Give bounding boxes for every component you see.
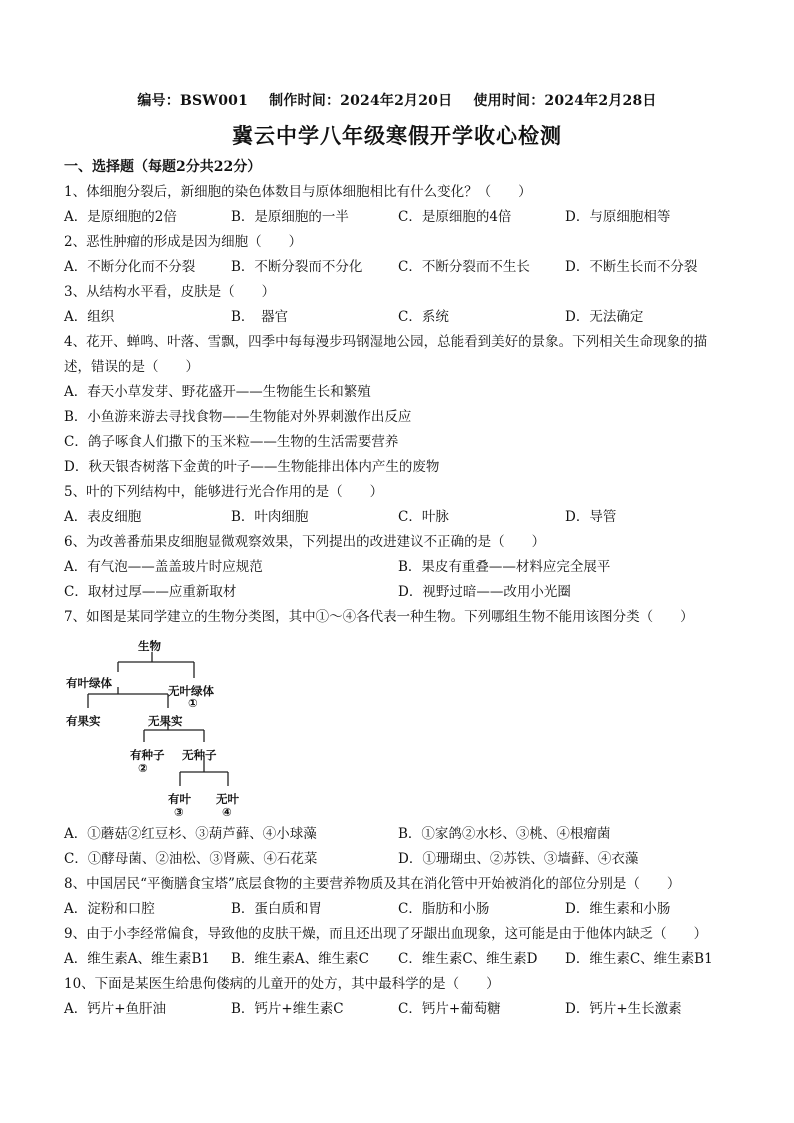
node-root: 生物 (138, 639, 161, 653)
option-a: A．钙片+鱼肝油 (64, 1001, 167, 1017)
option-b: B． 器官 (231, 309, 289, 325)
option-a: A．是原细胞的2倍 (64, 209, 177, 225)
option-a: A．维生素A、维生素B1 (64, 951, 211, 967)
option-row (64, 205, 734, 230)
question-stem: 5、叶的下列结构中，能够进行光合作用的是（ ） (64, 484, 384, 500)
option-row (64, 997, 734, 1022)
option-d: D．维生素和小肠 (565, 901, 671, 917)
node-has-fruit: 有果实 (66, 714, 101, 728)
option-row (64, 847, 734, 872)
option-row (64, 897, 734, 922)
option-row (64, 580, 734, 605)
option-d: D．钙片+生长激素 (565, 1001, 682, 1017)
option-b: B．蛋白质和胃 (231, 901, 322, 917)
node-number-4: ④ (222, 805, 232, 819)
option-d: D．无法确定 (565, 309, 644, 325)
option-c: C．叶脉 (398, 509, 449, 525)
node-has-seed: 有种子 (130, 748, 165, 762)
option-d: D．维生素C、维生素B1 (565, 951, 713, 967)
use-date: 使用时间：2024年2月28日 (473, 93, 657, 109)
option-row (64, 255, 734, 280)
question-stem: 7、如图是某同学建立的生物分类图，其中①～④各代表一种生物。下列哪组生物不能用该图分类（ ） (64, 609, 694, 625)
option-d: D．与原细胞相等 (565, 209, 671, 225)
option-c: C．钙片+葡萄糖 (398, 1001, 501, 1017)
option-row (64, 947, 734, 972)
question-stem: 2、恶性肿瘤的形成是因为细胞（ ） (64, 234, 303, 250)
option-a: A．组织 (64, 309, 115, 325)
node-has-chloroplast: 有叶绿体 (66, 676, 112, 690)
node-no-fruit: 无果实 (148, 714, 183, 728)
option-row (64, 555, 734, 580)
option-c: C．①酵母菌、②油松、③肾蕨、④石花菜 (64, 851, 318, 867)
option-d: D．不断生长而不分裂 (565, 259, 698, 275)
node-no-leaf: 无叶 (216, 792, 239, 806)
option-a: A．春天小草发芽、野花盛开——生物能生长和繁殖 (64, 384, 371, 400)
node-no-chloroplast: 无叶绿体 (168, 684, 214, 698)
option-b: B．维生素A、维生素C (231, 951, 369, 967)
option-d: D．视野过暗——改用小光圈 (398, 584, 571, 600)
option-row (64, 305, 734, 330)
option-d: D．①珊瑚虫、②苏铁、③墙藓、④衣藻 (398, 851, 639, 867)
option-d: D．导管 (565, 509, 617, 525)
option-b: B．小鱼游来游去寻找食物——生物能对外界刺激作出反应 (64, 409, 412, 425)
option-row (64, 822, 734, 847)
node-has-leaf: 有叶 (168, 792, 191, 806)
option-d: D．秋天银杏树落下金黄的叶子——生物能排出体内产生的废物 (64, 459, 440, 475)
option-a: A．表皮细胞 (64, 509, 142, 525)
option-a: A．淀粉和口腔 (64, 901, 155, 917)
document-meta (0, 90, 794, 110)
doc-code: 编号：BSW001 (137, 93, 249, 109)
question-stem: 3、从结构水平看，皮肤是（ ） (64, 284, 276, 300)
option-b: B．①家鸽②水杉、③桃、④根瘤菌 (398, 826, 611, 842)
option-c: C．鸽子啄食人们撒下的玉米粒——生物的生活需要营养 (64, 434, 399, 450)
page-title: 冀云中学八年级寒假开学收心检测 (232, 123, 562, 148)
question-stem: 1、体细胞分裂后，新细胞的染色体数目与原体细胞相比有什么变化？（ ） (64, 184, 532, 200)
question-stem: 9、由于小李经常偏食，导致他的皮肤干燥，而且还出现了牙龈出血现象，这可能是由于他体内缺乏（ ） (64, 926, 708, 942)
section-heading: 一、选择题（每题2分共22分） (64, 159, 262, 175)
node-no-seed: 无种子 (182, 748, 217, 762)
question-stem: 6、为改善番茄果皮细胞显微观察效果，下列提出的改进建议不正确的是（ ） (64, 534, 546, 550)
option-b: B．果皮有重叠——材料应完全展平 (398, 559, 611, 575)
node-number-2: ② (138, 761, 148, 775)
made-date: 制作时间：2024年2月20日 (269, 93, 453, 109)
option-a: A．有气泡——盖盖玻片时应规范 (64, 559, 263, 575)
question-stem: 4、花开、蝉鸣、叶落、雪飘，四季中每每漫步玛钢湿地公园，总能看到美好的景象。下列相关生命现象的描述，错误的是（ ） (64, 334, 708, 375)
option-c: C．系统 (398, 309, 449, 325)
question-list (64, 180, 734, 1022)
option-b: B．是原细胞的一半 (231, 209, 349, 225)
option-b: B．钙片+维生素C (231, 1001, 344, 1017)
option-a: A．①蘑菇②红豆杉、③葫芦藓、④小球藻 (64, 826, 317, 842)
option-b: B．叶肉细胞 (231, 509, 309, 525)
node-number-1: ① (188, 696, 198, 710)
classification-diagram (64, 632, 264, 822)
option-a: A．不断分化而不分裂 (64, 259, 196, 275)
option-c: C．取材过厚——应重新取材 (64, 584, 237, 600)
option-b: B．不断分裂而不分化 (231, 259, 363, 275)
option-row (64, 505, 734, 530)
option-c: C．维生素C、维生素D (398, 951, 538, 967)
option-c: C．不断分裂而不生长 (398, 259, 530, 275)
option-c: C．脂肪和小肠 (398, 901, 490, 917)
question-stem: 10、下面是某医生给患佝偻病的儿童开的处方，其中最科学的是（ ） (64, 976, 500, 992)
option-c: C．是原细胞的4倍 (398, 209, 512, 225)
question-stem: 8、中国居民“平衡膳食宝塔”底层食物的主要营养物质及其在消化管中开始被消化的部位分别是（ ） (64, 876, 681, 892)
node-number-3: ③ (174, 805, 184, 819)
